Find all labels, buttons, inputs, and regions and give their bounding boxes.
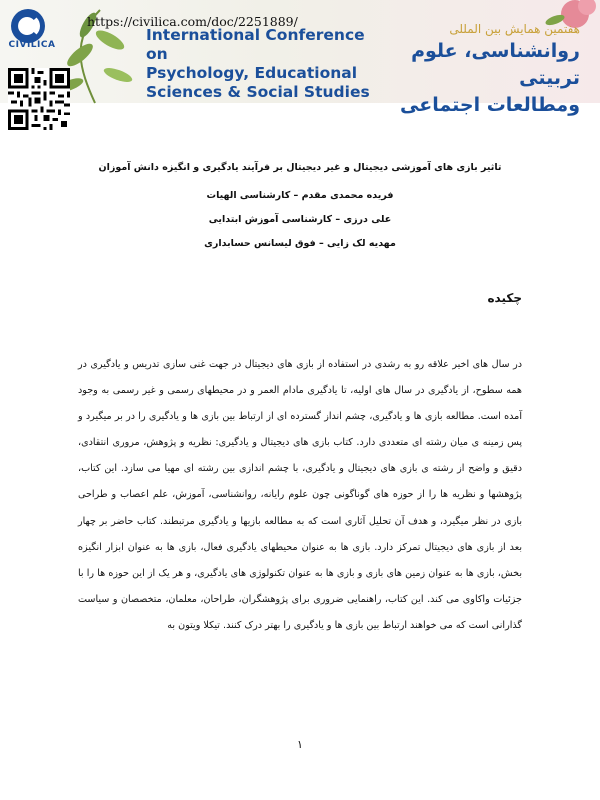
page-number: ۱: [297, 738, 303, 751]
paper-title: تاثیر بازی های آموزشی دیجیتال و غیر دیجیتال بر فرآیند یادگیری و انگیزه دانش آموزان: [98, 162, 502, 173]
author-line: فریده محمدی مقدم – کارشناسی الهیات: [206, 190, 394, 201]
author-line: مهدیه لک زایی – فوق لیسانس حسابداری: [204, 238, 396, 249]
conference-title-fa-line: ومطالعات اجتماعی: [400, 94, 580, 116]
conference-subtitle-fa: هفتمین همایش بین المللی: [449, 22, 580, 36]
author-line: علی درزی – کارشناسی آموزش ابتدایی: [208, 214, 392, 225]
qr-code-icon[interactable]: [8, 68, 70, 130]
conference-banner: [0, 0, 600, 116]
document-url[interactable]: https://civilica.com/doc/2251889/: [87, 14, 298, 29]
conference-title-fa: [350, 38, 580, 119]
abstract-heading: چکیده: [487, 291, 522, 305]
conference-title-fa-line: روانشناسی، علوم تربیتی: [411, 40, 580, 89]
conference-title-en-line: Psychology, Educational: [146, 64, 358, 82]
conference-title-en-line: International Conference on: [146, 26, 365, 63]
civilica-logo-text: CIVILICA: [8, 40, 56, 50]
conference-title-en-line: Sciences & Social Studies: [146, 83, 370, 101]
conference-title-en: [146, 26, 376, 102]
abstract-text: در سال های اخیر علاقه رو به رشدی در استفاده از بازی های دیجیتال در جهت غنی سازی تدریس و یادگیری در همه سطوح، از یادگیری در سال های اولیه، تا یادگیری مادام العمر و در محیطهای رسمی و غیر رسمی به وجود آمده است. مطالعه بازی ها و یادگیری، چشم انداز گسترده ای از ارتباط بین بازی ها و یادگیری را در بر میگیرد و پس زمینه ی میان رشته ای متعددی دارد. کتاب بازی های دیجیتال و یادگیری: نظریه و پژوهش، مروری انتقادی، دقیق و واضح از رشته ی بازی های دیجیتال و یادگیری، با چشم اندازی بین رشته ای مهیا می سازد. این کتاب، پژوهشها و نظریه ها را از حوزه های گوناگونی چون علوم رایانه، روانشناسی، آموزش، علم اعصاب و طراحی بازی در نظر میگیرد، و هدف آن تحلیل آثاری است که به مطالعه بازیها و یادگیری مرتبطند. کتاب حاضر بر چهار بعد از بازی های دیجیتال تمرکز دارد. بازی ها به عنوان محیطهای یادگیری فعال، بازی ها به عنوان ابزار انگیزه بخش، بازی ها به عنوان زمین های بازی و بازی ها به عنوان تکنولوژی های یادگیری، و هر یک از این حوزه ها را با جزئیات واکاوی می کند. این کتاب، راهنمایی ضروری برای پژوهشگران، طراحان، معلمان، متخصصان و سیاست گذارانی است که می خواهند ارتباط بین بازی ها و یادگیری را بهتر درک کنند. تیکلا ویتون به: [78, 359, 522, 631]
